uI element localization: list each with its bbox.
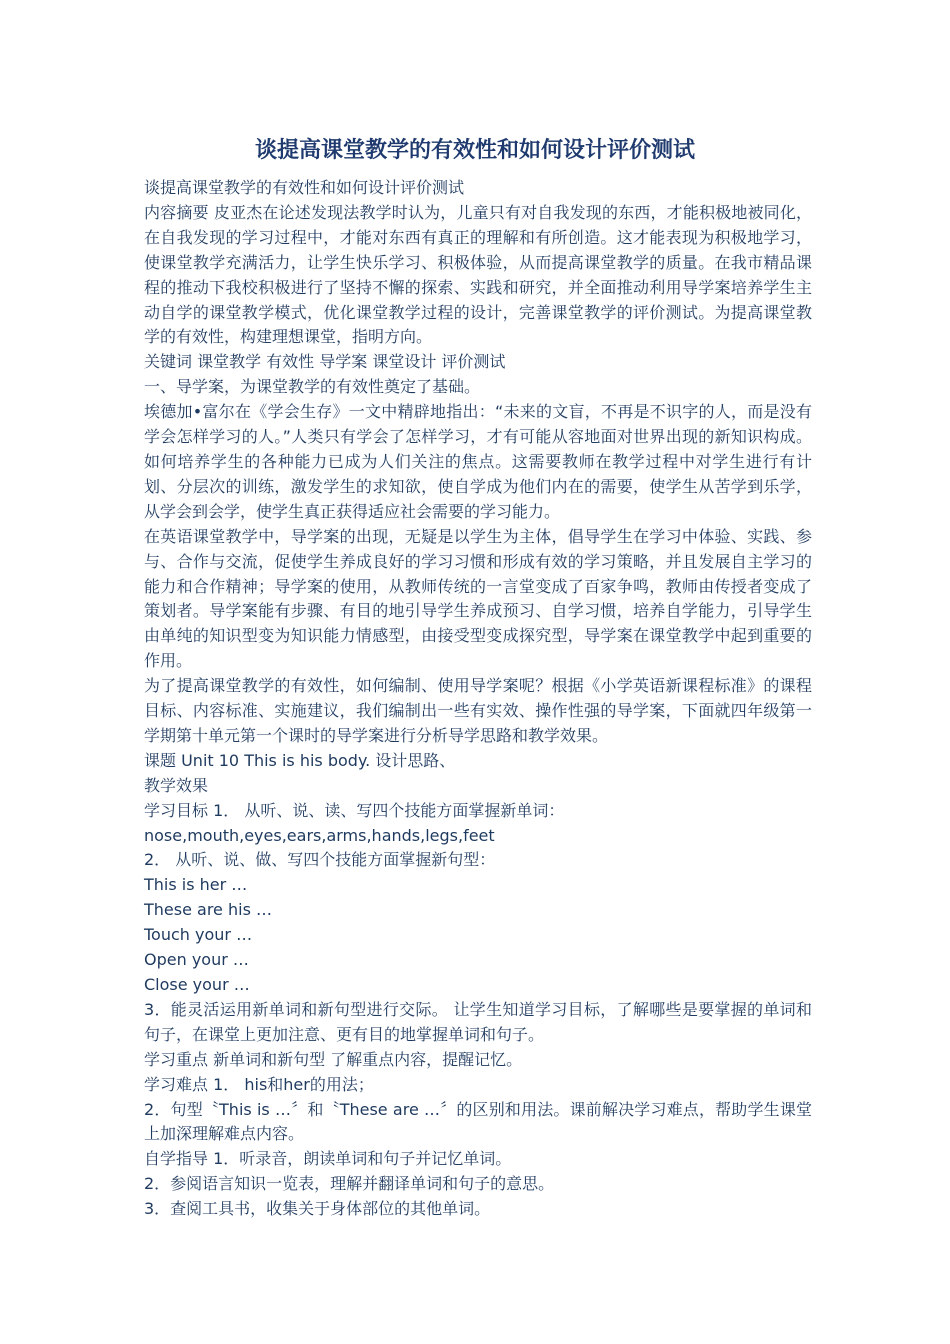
paragraph-effect: 教学效果 xyxy=(144,775,209,795)
paragraph-english-class: 在英语课堂教学中，导学案的出现，无疑是以学生为主体，倡导学生在学习中体验、实践、参与、合作与交流，促使学生养成良好的学习习惯和形成有效的学习策略，并且发展自主学习的能力和合作精神；导学案的使用，从教师传统的一言堂变成了百家争鸣，教师由传授者变成了策划者。导学案能有步骤、有目的地引导学生养成预习、自学习惯，培养自学能力，引导学生由单纯的知识型变为知识能力情感型，由接受型变成探究型，导学案在课堂教学中起到重要的作用。 xyxy=(144,526,812,671)
paragraph-goal-3: 3．能灵活运用新单词和新句型进行交际。 让学生知道学习目标，了解哪些是要掌握的单词和句子，在课堂上更加注意、更有目的地掌握单词和句子。 xyxy=(144,999,812,1044)
paragraph-goal-2: 2． 从听、说、做、写四个技能方面掌握新句型： xyxy=(144,850,496,870)
document-title: 谈提高课堂教学的有效性和如何设计评价测试 xyxy=(254,138,695,163)
paragraph-goal-1: 学习目标 1． 从听、说、读、写四个技能方面掌握新单词： xyxy=(144,800,565,820)
paragraph-words: nose,mouth,eyes,ears,arms,hands,legs,feet xyxy=(144,825,495,845)
paragraph-guide-2: 2．参阅语言知识一览表，理解并翻译单词和句子的意思。 xyxy=(144,1174,555,1194)
paragraph-key-points: 学习重点 新单词和新句型 了解重点内容，提醒记忆。 xyxy=(144,1049,523,1069)
paragraph-abstract: 内容摘要 皮亚杰在论述发现法教学时认为，儿童只有对自我发现的东西，才能积极地被同化，在自我发现的学习过程中，才能对东西有真正的理解和有所创造。这才能表现为积极地学习，使课堂教学充满活力，让学生快乐学习、积极体验，从而提高课堂教学的质量。在我市精品课程的推动下我校积极进行了坚持不懈的探索、实践和研究，并全面推动利用导学案培养学生主动自学的课堂教学模式，优化课堂教学过程的设计，完善课堂教学的评价测试。为提高课堂教学的有效性，构建理想课堂，指明方向。 xyxy=(144,202,812,347)
paragraph-how-to: 为了提高课堂教学的有效性，如何编制、使用导学案呢？根据《小学英语新课程标准》的课程目标、内容标准、实施建议，我们编制出一些有实效、操作性强的导学案，下面就四年级第一学期第十单元第一个课时的导学案进行分析导学思路和教学效果。 xyxy=(144,676,812,745)
sentence-pattern-1: This is her … xyxy=(144,875,248,895)
paragraph-subtitle: 谈提高课堂教学的有效性和如何设计评价测试 xyxy=(144,178,465,197)
paragraph-difficulty-2: 2．句型〝This is …〞和〝These are …〞的区别和用法。课前解决学习难点，帮助学生课堂上加深理解难点内容。 xyxy=(144,1099,812,1144)
paragraph-keywords: 关键词 课堂教学 有效性 导学案 课堂设计 评价测试 xyxy=(144,352,506,372)
paragraph-difficulty-1: 学习难点 1． his和her的用法； xyxy=(144,1074,374,1094)
sentence-pattern-3: Touch your … xyxy=(144,925,253,945)
paragraph-topic: 课题 Unit 10 This is his body. 设计思路、 xyxy=(144,750,456,770)
document-body xyxy=(144,176,812,1222)
sentence-pattern-4: Open your … xyxy=(144,950,249,970)
sentence-pattern-5: Close your … xyxy=(144,975,250,994)
section-heading-1: 一、导学案，为课堂教学的有效性奠定了基础。 xyxy=(144,377,481,397)
paragraph-guide-3: 3．查阅工具书，收集关于身体部位的其他单词。 xyxy=(144,1199,491,1219)
paragraph-quote: 埃德加•富尔在《学会生存》一文中精辟地指出：“未来的文盲，不再是不识字的人，而是没有学会怎样学习的人。”人类只有学会了怎样学习，才有可能从容地面对世界出现的新知识构成。如何培养学生的各种能力已成为人们关注的焦点。这需要教师在教学过程中对学生进行有计划、分层次的训练，激发学生的求知欲，使自学成为他们内在的需要，使学生从苦学到乐学，从学会到会学，使学生真正获得适应社会需要的学习能力。 xyxy=(144,402,812,521)
paragraph-guide-1: 自学指导 1．听录音，朗读单词和句子并记忆单词。 xyxy=(144,1149,512,1169)
sentence-pattern-2: These are his … xyxy=(144,900,272,920)
